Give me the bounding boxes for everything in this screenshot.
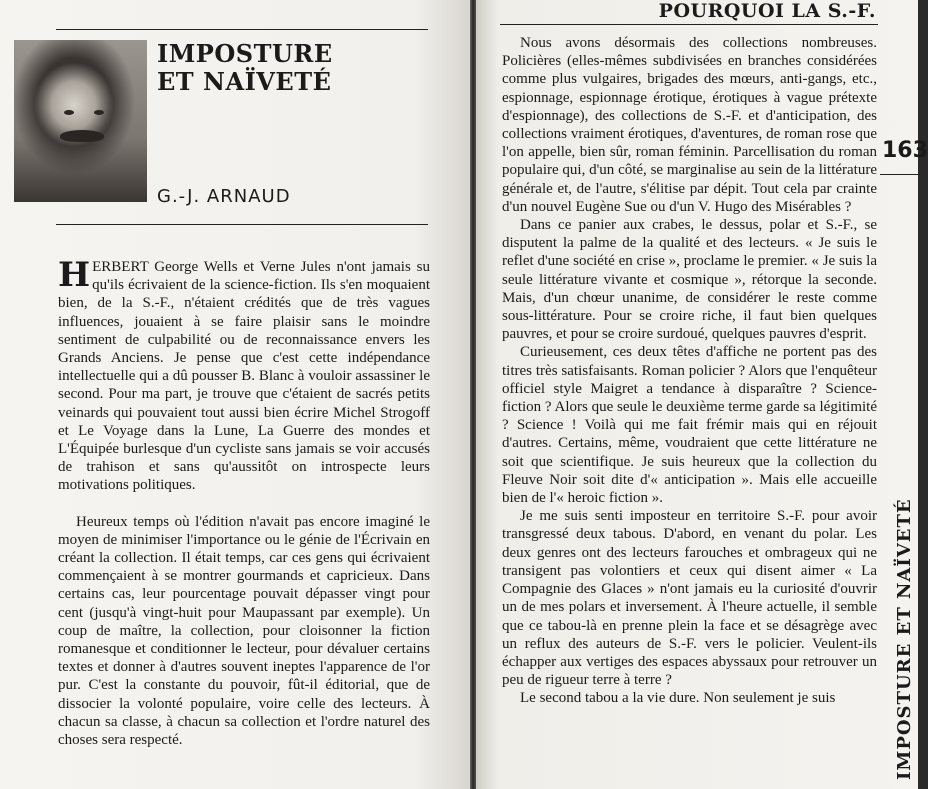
page-number-rule xyxy=(880,174,920,175)
photo-moustache xyxy=(60,130,104,142)
article-title-line2: ET NAÏVETÉ xyxy=(157,67,332,96)
photo-eye-left xyxy=(64,110,74,115)
left-paragraph-1 xyxy=(58,255,430,495)
left-paragraph-2: Heureux temps où l'édition n'avait pas encore imaginé le moyen de minimiser l'importance ou le génie de l'Écrivain en créant la collection. Il était temps, car ces gens qui écrivaient commençaient à se montrer gourmands et capricieux. Dans certains cas, leur pourcentage pouvait dépasser vingt pour cent (jusqu'à vingt-huit pour Maupassant par exemple). Un coup de maître, la collection, pour cloisonner la fiction romanesque et conditionner le lecteur, pour dévaluer certains textes et donner à d'autres souvent ineptes l'apparence de l'or pur. C'est la constante du pouvoir, fût-il éditorial, que de dissocier la volonté populaire, voire celle des lecteurs. À chacun sa classe, à chacun sa collection et l'ordre naturel des choses sera respecté. xyxy=(58,513,430,749)
article-title-line1: IMPOSTURE xyxy=(157,39,333,68)
left-body-text xyxy=(58,255,430,749)
left-paragraph-1-text: ERBERT George Wells et Verne Jules n'ont jamais su qu'ils écrivaient de la science-fiction. Ils s'en moquaient bien, de la S.-F., n'étaient crédités que de très vagues influences, jouaient à se faire plaisir sans le moindre sentiment de culpabilité ou de reconnaissance envers les Grands Anciens. Je pense que c'est cette indépendance intellectuelle qui a dû pousser B. Blanc à vouloir assassiner le second. Pour ma part, je trouve que c'étaient de sacrés petits veinards qui pouvaient tout aussi bien écrire Michel Strogoff et Le Voyage dans la Lune, La Guerre des mondes et L'Équipée burlesque d'un cycliste sans jamais se voir accusés de trahison et sans qu'aussitôt on introspecte leurs motivations politiques. xyxy=(58,259,430,494)
header-divider xyxy=(56,224,428,225)
right-body-text xyxy=(502,34,877,708)
author-name: G.-J. ARNAUD xyxy=(157,186,291,207)
drop-cap: H xyxy=(58,255,91,295)
top-rule xyxy=(56,29,428,30)
right-paragraph-3: Curieusement, ces deux têtes d'affiche ne portent pas des titres très satisfaisants. Roman policier ? Alors que l'enquêteur officiel style Maigret a tendance à disparaître ? Science-fiction ? Alors que seule le deuxième terme garde sa légitimité ? Science ! Voilà qui me fait frémir mais qui en réjouit d'autres. Certains, même, voudraient que cette littérature ne soit que scientifique. Je suis heureux que la collection du Fleuve Noir soit dite d'« anticipation ». Mais elle accueille bien de l'« heroic fiction ». xyxy=(502,344,877,507)
right-page xyxy=(476,0,928,789)
right-paragraph-2: Dans ce panier aux crabes, le dessus, polar et S.-F., se disputent la palme de la qualité et des lecteurs. « Je suis le reflet d'une société en crise », proclame le premier. « Je suis la seule littérature vivante et cosmique », rétorque la seconde. Mais, d'un chœur unanime, de considérer le reste comme sous-littérature. Pour se croire riche, il faut bien quelques pauvres, et pour se croire surdoué, quelques pauvres d'esprit. xyxy=(502,217,877,343)
photo-eye-right xyxy=(94,110,104,115)
running-head: POURQUOI LA S.-F. xyxy=(658,0,876,22)
page-number: 163 xyxy=(882,138,928,163)
right-paragraph-1: Nous avons désormais des collections nombreuses. Policières (elles-mêmes subdivisées en branches considérées comme plus vulgaires, brigades des mœurs, anti-gangs, etc., espionnage, espionnage érotique, érotiques à vague prétexte d'espionnage), des collections de S.-F. et d'anticipation, des collections vraiment érotiques, d'aventures, de roman rose que l'on appelle, bien sûr, roman féminin. Parcellisation du roman populaire qui, d'un côté, se marginalise au sein de la littérature générale et, de l'autre, s'élitise par dépit. Tout cela par crainte d'un nouvel Eugène Sue ou d'un V. Hugo des Misérables ? xyxy=(502,35,877,215)
side-title: IMPOSTURE ET NAÏVETÉ xyxy=(894,498,915,780)
right-paragraph-4: Je me suis senti imposteur en territoire S.-F. pour avoir transgressé deux tabous. D'abord, en venant du polar. Les deux genres ont des lecteurs farouches et ombrageux qui ne transigent pas volontiers et ceux qui disent aimer « La Compagnie des Glaces » n'ont jamais eu la curiosité d'ouvrir un de mes polars et inversement. À l'heure actuelle, il semble que ce tabou-là en prenne plein la face et se désagrège avec un reflux des auteurs de S.-F. vers le policier. Veulent-ils échapper aux vertiges des espaces abyssaux pour retrouver un peu de rigueur terre à terre ? xyxy=(502,508,877,689)
author-photo xyxy=(14,40,147,202)
running-head-rule xyxy=(500,24,878,25)
right-paragraph-5: Le second tabou a la vie dure. Non seulement je suis xyxy=(520,690,836,707)
